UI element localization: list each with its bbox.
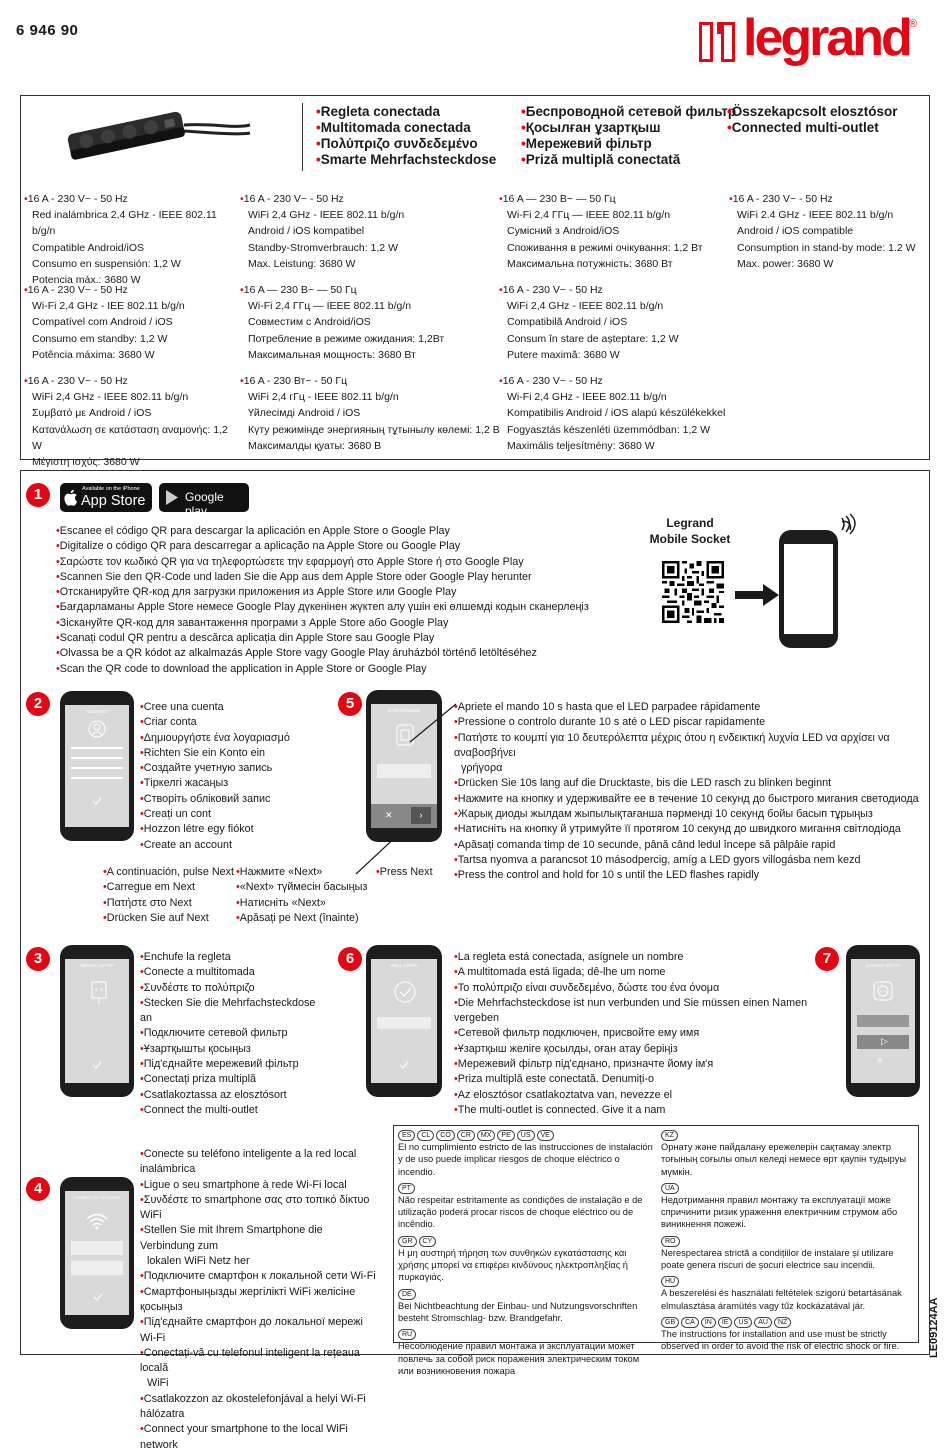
warning-kz bbox=[661, 1128, 913, 1178]
spec-line: Wi-Fi 2,4 GHz - IEEE 802.11 b/g/n bbox=[507, 391, 667, 404]
warning-text: Não respeitar estritamente as condições de instalação e de utilização poderá procar riscos de choque eléctrico ou de incêndio. bbox=[398, 1194, 643, 1230]
instruction-line: • Тіркелгі жасаңыз bbox=[140, 776, 310, 791]
lang-tag: IE bbox=[718, 1317, 733, 1328]
network-field[interactable] bbox=[71, 1241, 123, 1255]
spec-line: Consum în stare de așteptare: 1,2 W bbox=[507, 332, 679, 345]
form-line bbox=[71, 757, 123, 759]
instruction-line: lokalen WiFi Netz her bbox=[147, 1255, 250, 1268]
spec-line: Споживання в режимі очікування: 1,2 Вт bbox=[507, 241, 703, 254]
step-6-instructions bbox=[454, 950, 814, 1118]
check-icon bbox=[92, 797, 102, 805]
step-5-number: 5 bbox=[338, 692, 362, 716]
spec-line: • 16 A — 230 В~ — 50 Гц bbox=[240, 282, 500, 298]
spec-block-pt bbox=[24, 282, 234, 363]
spec-line: Compatível com Android / iOS bbox=[32, 316, 173, 329]
title-de: • Smarte Mehrfachsteckdose bbox=[316, 152, 496, 168]
spec-line: Күту режимінде энергияның тұтынылу көлемі: 1,2 В bbox=[248, 423, 500, 436]
warning-text: Bei Nichtbeachtung der Einbau- und Nutzungsvorschriften besteht Stromschlag- bzw. Brandgefahr. bbox=[398, 1300, 638, 1323]
spec-line: Putere maximă: 3680 W bbox=[507, 348, 620, 361]
instruction-line: • Συνδέστε το πολύπριζο bbox=[140, 981, 330, 996]
instruction-line: • Creați un cont bbox=[140, 807, 310, 822]
spec-line: Consumption in stand-by mode: 1.2 W bbox=[737, 241, 916, 254]
lang-tag: CY bbox=[419, 1236, 437, 1247]
lang-tags bbox=[398, 1128, 653, 1141]
phone-step-3 bbox=[60, 945, 134, 1097]
spec-block-gr bbox=[24, 373, 240, 470]
press-next-line: • Apăsați pe Next (înainte) bbox=[236, 911, 376, 926]
wifi-signal-icon bbox=[830, 512, 860, 542]
spec-line: Fogyasztás készenléti üzemmódban: 1,2 W bbox=[507, 423, 711, 436]
step-2-instructions bbox=[140, 700, 310, 853]
phone-step-7 bbox=[846, 945, 920, 1097]
title-es: • Regleta conectada bbox=[316, 104, 496, 120]
spec-block-de bbox=[240, 191, 500, 272]
form-line bbox=[71, 747, 123, 749]
spec-line: Συμβατό με Android / iOS bbox=[32, 407, 152, 420]
warning-hu bbox=[661, 1274, 913, 1312]
instruction-line: • Conecte su teléfono inteligente a la red local inalámbrica bbox=[140, 1147, 380, 1178]
app-store-small-text: Available on the iPhone bbox=[82, 486, 140, 492]
warning-en bbox=[661, 1315, 913, 1353]
phone-screen bbox=[65, 1191, 129, 1315]
screen-title: WELL DONE! bbox=[390, 963, 418, 968]
lang-tag: NZ bbox=[774, 1317, 791, 1328]
spec-line: Үйлесімді Android / iOS bbox=[248, 407, 361, 420]
lang-tag: CR bbox=[457, 1130, 475, 1141]
screen-footer bbox=[371, 804, 437, 828]
instruction-line: WiFi bbox=[147, 1377, 169, 1390]
spec-line: Μέγιστη ισχύς: 3680 W bbox=[32, 456, 140, 469]
spec-line: • 16 A - 230 V~ - 50 Hz bbox=[24, 282, 234, 298]
instruction-line: • Подключите смартфон к локальной сети Wi-Fi bbox=[140, 1269, 380, 1284]
title-ua: • Мережевий фільтр bbox=[521, 136, 736, 152]
instruction-line: • Stecken Sie die Mehrfachsteckdose an bbox=[140, 996, 330, 1027]
lang-tag: DE bbox=[398, 1289, 416, 1300]
phone-step-4 bbox=[60, 1177, 134, 1329]
step-7-number: 7 bbox=[815, 947, 839, 971]
lang-tags bbox=[661, 1181, 913, 1194]
instruction-line: • Criar conta bbox=[140, 715, 310, 730]
warning-text: A beszerelési és használati feltételek szigorú betartásának elmulasztása áramütés vagy tűz kockázatával jár. bbox=[661, 1288, 902, 1311]
instruction-line: • Зіскануйте QR-код для завантаження програми з Apple Store або Google Play bbox=[56, 616, 616, 631]
instruction-line: • Подключите сетевой фильтр bbox=[140, 1026, 330, 1041]
lang-tag: VE bbox=[537, 1130, 554, 1141]
spec-line: WiFi 2.4 GHz - IEEE 802.11 b/g/n bbox=[737, 209, 894, 222]
lang-tag: UA bbox=[661, 1183, 679, 1194]
instruction-line: • Drücken Sie 10s lang auf die Drucktaste, bis die LED rasch zu blinken beginnt bbox=[454, 776, 924, 791]
lang-tags bbox=[398, 1181, 653, 1194]
screen-title: DEVICE SETUP bbox=[80, 963, 114, 968]
title-ro: • Priză multiplă conectată bbox=[521, 152, 736, 168]
spec-block-ru bbox=[240, 282, 500, 363]
socket-icon bbox=[873, 981, 893, 1001]
instruction-line: • Die Mehrfachsteckdose ist nun verbunden und Sie müssen einen Namen vergeben bbox=[454, 996, 814, 1027]
instruction-line: • Escanee el código QR para descargar la aplicación en Apple Store o Google Play bbox=[56, 524, 616, 539]
warning-text: The instructions for installation and use must be strictly observed in order to avoid the risk of electric shock or fire. bbox=[661, 1328, 900, 1352]
spec-line: Consumo en suspensión: 1,2 W bbox=[32, 257, 181, 270]
instruction-line: • Scannen Sie den QR-Code und laden Sie die App aus dem Apple Store oder Google Play herunter bbox=[56, 570, 616, 585]
instruction-line: • Σαρώστε τον κωδικό QR για να τηλεφορτώσετε την εφαρμογή στο Apple Store ή στο Google Play bbox=[56, 555, 616, 570]
phone-screen bbox=[784, 544, 833, 634]
press-next-col1 bbox=[103, 865, 238, 926]
instruction-line: • Priza multiplă este conectată. Denumiți-o bbox=[454, 1072, 814, 1087]
screen-title: ACCOUNT bbox=[85, 709, 109, 714]
step-5-instructions bbox=[454, 700, 924, 884]
warning-ru bbox=[398, 1327, 653, 1377]
title-ru: • Беспроводной сетевой фильтр bbox=[521, 104, 736, 120]
spec-line: Android / iOS kompatibel bbox=[248, 225, 365, 238]
spec-line: Wi-Fi 2,4 ГГц — IEEE 802.11 b/g/n bbox=[507, 209, 671, 222]
title-gr: • Πολύπριζο συνδεδεμένο bbox=[316, 136, 496, 152]
instruction-line: • A multitomada está ligada; dê-lhe um nome bbox=[454, 965, 814, 980]
spec-line: • 16 A — 230 В~ — 50 Гц bbox=[499, 191, 729, 207]
check-icon bbox=[93, 1293, 103, 1301]
press-next-line: • Нажмите «Next» bbox=[236, 865, 376, 880]
form-line bbox=[71, 777, 123, 779]
instruction-line: • Натисніть на кнопку й утримуйте її протягом 10 секунд до швидкого мигання світлодіода bbox=[454, 822, 924, 837]
lang-tag: US bbox=[517, 1130, 535, 1141]
product-titles-col3 bbox=[727, 104, 898, 136]
warning-pt bbox=[398, 1181, 653, 1231]
spec-line: Standby-Stromverbrauch: 1,2 W bbox=[248, 241, 398, 254]
plug-icon bbox=[91, 981, 107, 1005]
instruction-line: • Δημιουργήστε ένα λογαριασμό bbox=[140, 731, 310, 746]
warnings-left bbox=[398, 1128, 653, 1380]
spec-line: • 16 A - 230 Вт~ - 50 Гц bbox=[240, 373, 500, 389]
instruction-line: • Pressione o controlo durante 10 s até o LED piscar rapidamente bbox=[454, 715, 924, 730]
instruction-line: • Connect your smartphone to the local WiFi network bbox=[140, 1422, 380, 1453]
instruction-line: • Enchufe la regleta bbox=[140, 950, 330, 965]
title-pt: • Multitomada conectada bbox=[316, 120, 496, 136]
warnings-right bbox=[661, 1128, 913, 1356]
press-next-line: • Drücken Sie auf Next bbox=[103, 911, 238, 926]
step-1-instructions bbox=[56, 524, 616, 677]
registered-mark: ® bbox=[909, 18, 918, 30]
spec-block-en bbox=[729, 191, 929, 272]
check-icon bbox=[92, 1061, 102, 1069]
lang-tags bbox=[398, 1234, 653, 1247]
spec-line: Compatibilă Android / iOS bbox=[507, 316, 628, 329]
instruction-line: • Сетевой фильтр подключен, присвойте ему имя bbox=[454, 1026, 814, 1041]
spec-block-hu bbox=[499, 373, 739, 454]
title-separator bbox=[302, 103, 303, 171]
spec-line: • 16 A - 230 V~ - 50 Hz bbox=[24, 373, 240, 389]
warning-es bbox=[398, 1128, 653, 1178]
press-next-line: • Натисніть «Next» bbox=[236, 896, 376, 911]
user-icon bbox=[88, 720, 106, 738]
app-store-badge[interactable] bbox=[60, 483, 152, 512]
legrand-logo bbox=[697, 9, 922, 76]
lang-tag: CO bbox=[436, 1130, 455, 1141]
lang-tags bbox=[661, 1315, 913, 1328]
instruction-line: • Digitalize o código QR para descarregar a aplicação na Apple Store ou Google Play bbox=[56, 539, 616, 554]
warning-text: Несоблюдение правил монтажа и эксплуатации может повлечь за собой риск поражения электрическим током или возникновения пожара bbox=[398, 1341, 640, 1376]
spec-line: WiFi 2,4 гГц - IEEE 802.11 b/g/n bbox=[248, 391, 399, 404]
press-next-line: • Carregue em Next bbox=[103, 880, 238, 895]
instruction-line: • Cree una cuenta bbox=[140, 700, 310, 715]
arrow-right-icon bbox=[735, 584, 779, 606]
instruction-line: • Створіть обліковий запис bbox=[140, 792, 310, 807]
google-play-label: Google play bbox=[185, 490, 224, 518]
spec-line: WiFi 2,4 GHz - IEEE 802.11 b/g/n bbox=[507, 300, 664, 313]
lang-tag: CL bbox=[417, 1130, 434, 1141]
instruction-line: • Ұзартқыш желіге қосылды, оған атау беріңіз bbox=[454, 1042, 814, 1057]
spec-line: Max. power: 3680 W bbox=[737, 257, 834, 270]
press-next-line: • A continuación, pulse Next bbox=[103, 865, 238, 880]
warning-gr bbox=[398, 1234, 653, 1284]
spec-line: Consumo em standby: 1,2 W bbox=[32, 332, 168, 345]
lang-tag: GB bbox=[661, 1317, 679, 1328]
spec-line: Potência máxima: 3680 W bbox=[32, 348, 155, 361]
spec-line: • 16 A - 230 V~ - 50 Hz bbox=[499, 282, 729, 298]
phone-step-2 bbox=[60, 691, 134, 841]
document-code: LE09124AA bbox=[928, 1297, 940, 1358]
warning-ro bbox=[661, 1234, 913, 1272]
instruction-line: • Conectați-vă cu telefonul inteligent la rețeaua locală bbox=[140, 1346, 380, 1377]
warning-text: Η μη αυστηρή τήρηση των συνθηκών εγκατάστασης και χρήσης μπορεί να επιφέρει κινδύνους ηλεκτροπληξίας ή πυρκαγιάς. bbox=[398, 1247, 628, 1283]
app-store-label: App Store bbox=[81, 493, 146, 509]
lang-tag: US bbox=[734, 1317, 752, 1328]
play-icon bbox=[165, 489, 179, 506]
instruction-line: • Richten Sie ein Konto ein bbox=[140, 746, 310, 761]
instruction-line: • Ligue o seu smartphone à rede Wi-Fi local bbox=[140, 1178, 380, 1193]
instruction-line: • Az elosztósor csatlakoztatva van, nevezze el bbox=[454, 1088, 814, 1103]
instruction-line: • Olvassa be a QR kódot az alkalmazás Apple Store vagy Google Play áruházból történő letöltéséhez bbox=[56, 646, 616, 661]
spec-line: Red inalámbrica 2,4 GHz - IEEE 802.11 b/g/n bbox=[32, 209, 217, 238]
spec-line: Max. Leistung: 3680 W bbox=[248, 257, 356, 270]
instruction-line: • Смартфоныңызды жергілікті WiFi желісіне қосыңыз bbox=[140, 1285, 380, 1316]
spec-line: • 16 A - 230 V~ - 50 Hz bbox=[499, 373, 739, 389]
spec-line: Совместим с Android/iOS bbox=[248, 316, 371, 329]
step-1-number: 1 bbox=[26, 483, 50, 507]
spec-line: WiFi 2,4 GHz - IEEE 802.11 b/g/n bbox=[32, 391, 189, 404]
instruction-line: • Під'єднайте смартфон до локальної мережі Wi-Fi bbox=[140, 1315, 380, 1346]
phone-screen bbox=[371, 959, 437, 1083]
lang-tags bbox=[661, 1234, 913, 1247]
instruction-line: • Apăsați comanda timp de 10 secunde, până când ledul începe să pâlpâie rapid bbox=[454, 838, 924, 853]
instruction-line: • The multi-outlet is connected. Give it a nam bbox=[454, 1103, 814, 1118]
instruction-line: • Під'єднайте мережевий фільтр bbox=[140, 1057, 330, 1072]
close-icon[interactable]: ✕ bbox=[385, 810, 393, 820]
spec-line: Maximális teljesítmény: 3680 W bbox=[507, 439, 655, 452]
warning-text: El no cumplimiento estricto de las instrucciones de instalación y de uso puede implicar riesgos de choque eléctrico o incendio. bbox=[398, 1142, 653, 1177]
spec-line: Potencia máx.: 3680 W bbox=[32, 274, 141, 287]
phone-screen bbox=[65, 705, 129, 827]
lang-tag: RU bbox=[398, 1329, 416, 1340]
product-titles-col1 bbox=[316, 104, 496, 168]
warning-de bbox=[398, 1287, 653, 1325]
step-2-number: 2 bbox=[26, 692, 50, 716]
lang-tag: KZ bbox=[661, 1130, 678, 1141]
app-name bbox=[640, 515, 740, 547]
lang-tag: MX bbox=[477, 1130, 496, 1141]
password-field[interactable] bbox=[71, 1261, 123, 1275]
instruction-line: • Create an account bbox=[140, 838, 310, 853]
lang-tags bbox=[661, 1128, 913, 1141]
lang-tag: IN bbox=[701, 1317, 716, 1328]
help-text-block bbox=[377, 764, 431, 778]
spec-line: Максимальна потужність: 3680 Вт bbox=[507, 257, 673, 270]
lang-tag: CA bbox=[681, 1317, 699, 1328]
screen-title: CONNECT TO NETWORK bbox=[73, 1195, 121, 1200]
check-circle-icon bbox=[394, 981, 416, 1003]
spec-line: Максималды қуаты: 3680 В bbox=[248, 439, 382, 452]
spec-line: Wi-Fi 2,4 GHz - IEE 802.11 b/g/n bbox=[32, 300, 185, 313]
lang-tags bbox=[398, 1327, 653, 1340]
apple-icon bbox=[65, 489, 79, 506]
reference-number: 6 946 90 bbox=[16, 22, 79, 39]
warning-text: Nerespectarea strictă a condițiilor de instalare și utilizare poate genera riscuri de șocuri electrice sau incendii. bbox=[661, 1247, 894, 1271]
lang-tag: RO bbox=[661, 1236, 680, 1247]
press-next-line: • Press Next bbox=[376, 865, 446, 880]
instruction-line: • Ұзартқышты қосыңыз bbox=[140, 1042, 330, 1057]
product-titles-col2 bbox=[521, 104, 736, 168]
instruction-line: • Hozzon létre egy fiókot bbox=[140, 822, 310, 837]
spec-line: Сумісний з Android/iOS bbox=[507, 225, 620, 238]
spec-line: Максимальная мощность: 3680 Вт bbox=[248, 348, 416, 361]
spec-line: Kompatibilis Android / iOS alapú készülékekkel bbox=[507, 407, 726, 420]
warning-text: Орнату және пайдалану ережелерін сақтамау электр тоғының соғылы опыл келеді немесе өрт қаупін тудыруы мүмкін. bbox=[661, 1142, 907, 1177]
spec-block-kz bbox=[240, 373, 500, 454]
instruction-line: • Csatlakozzon az okostelefonjával a helyi Wi-Fi hálózatra bbox=[140, 1392, 380, 1423]
instruction-line: • Apriete el mando 10 s hasta que el LED parpadee rápidamente bbox=[454, 700, 924, 715]
warning-text: Недотримання правил монтажу та експлуатації може спричинити ризик ураження електричним струмом або виникнення пожежі. bbox=[661, 1194, 898, 1230]
pointer-line bbox=[406, 700, 458, 746]
spec-block-es bbox=[24, 191, 234, 288]
instruction-line: • Conecte a multitomada bbox=[140, 965, 330, 980]
title-en: • Connected multi-outlet bbox=[727, 120, 898, 136]
spec-line: • 16 A - 230 V~ - 50 Hz bbox=[240, 191, 500, 207]
logo-wordmark: legrand bbox=[743, 9, 910, 67]
instruction-line: • La regleta está conectada, asígnele un nombre bbox=[454, 950, 814, 965]
qr-code-icon bbox=[662, 561, 724, 623]
form-line bbox=[71, 767, 123, 769]
spec-line: • 16 A - 230 V~ - 50 Hz bbox=[24, 191, 234, 207]
instruction-line: • Το πολύπριζο είναι συνδεδεμένο, δώστε του ένα όνομα bbox=[454, 981, 814, 996]
lang-tag: PT bbox=[398, 1183, 415, 1194]
screen-title: SOCKET SETUP bbox=[865, 963, 901, 968]
step-3-instructions bbox=[140, 950, 330, 1118]
instruction-line: • Tartsa nyomva a parancsot 10 másodpercig, amíg a LED gyors villogásba nem kezd bbox=[454, 853, 924, 868]
instruction-line: • Мережевий фільтр під'єднано, призначте йому ім'я bbox=[454, 1057, 814, 1072]
spec-line: Потребление в режиме ожидания: 1,2Вт bbox=[248, 332, 445, 345]
screen-title: SYNCHRONIZE bbox=[387, 708, 421, 713]
press-next-line: • Πατήστε στο Next bbox=[103, 896, 238, 911]
play-bar[interactable] bbox=[857, 1035, 909, 1049]
spec-line: WiFi 2,4 GHz - IEEE 802.11 b/g/n bbox=[248, 209, 405, 222]
play-icon[interactable]: ▷ bbox=[881, 1036, 888, 1046]
instruction-line: • Отсканируйте QR-код для загрузки приложения из Apple Store или Google Play bbox=[56, 585, 616, 600]
phone-step-6 bbox=[366, 945, 442, 1097]
title-kz: • Қосылған ұзартқыш bbox=[521, 120, 736, 136]
phone-screen bbox=[851, 959, 915, 1083]
spec-line: Κατανάλωση σε κατάσταση αναμονής: 1,2 W bbox=[32, 423, 228, 452]
warning-ua bbox=[661, 1181, 913, 1231]
app-name-line-1: Legrand bbox=[666, 516, 714, 530]
instruction-line: • Press the control and hold for 10 s until the LED flashes rapidly bbox=[454, 868, 924, 883]
lang-tag: AU bbox=[754, 1317, 772, 1328]
power-strip-image bbox=[64, 105, 254, 163]
phone-step-1 bbox=[779, 530, 838, 648]
step-4-number: 4 bbox=[26, 1177, 50, 1201]
lang-tag: ES bbox=[398, 1130, 415, 1141]
instruction-line: • Csatlakoztassa az elosztósort bbox=[140, 1088, 330, 1103]
lang-tags bbox=[661, 1274, 913, 1287]
instruction-line: • Stellen Sie mit Ihrem Smartphone die Verbindung zum bbox=[140, 1223, 380, 1254]
info-block bbox=[857, 1015, 909, 1027]
spec-block-ua bbox=[499, 191, 729, 272]
instruction-line: • Создайте учетную запись bbox=[140, 761, 310, 776]
instruction-line: • Πατήστε το κουμπί για 10 δευτερόλεπτα μέχρις ότου η ενδεικτική λυχνία LED να αρχίσει να αναβοσβήνει bbox=[454, 731, 924, 762]
instruction-line: • Connect the multi-outlet bbox=[140, 1103, 330, 1118]
spec-line: • 16 A - 230 V~ - 50 Hz bbox=[729, 191, 929, 207]
instruction-line: • Scan the QR code to download the application in Apple Store or Google Play bbox=[56, 662, 616, 677]
instruction-line: • Бағдарламаны Apple Store немесе Google Play дүкенінен жүктеп алу үшін екі өлшемді кодын сканерлеңіз bbox=[56, 600, 616, 615]
instruction-line: • Conectați priza multiplă bbox=[140, 1072, 330, 1087]
title-hu: • Összekapcsolt elosztósor bbox=[727, 104, 898, 120]
lang-tag: GR bbox=[398, 1236, 417, 1247]
legrand-logo-mark-icon bbox=[697, 20, 737, 64]
check-icon bbox=[399, 1061, 409, 1069]
phone-screen bbox=[65, 959, 129, 1083]
lang-tag: HU bbox=[661, 1276, 679, 1287]
spec-block-ro bbox=[499, 282, 729, 363]
instruction-line: • Жарық диоды жылдам жыпылықтағанша пәрменді 10 секунд бойы басып тұрыңыз bbox=[454, 807, 924, 822]
instruction-line: • Нажмите на кнопку и удерживайте ее в течение 10 секунд до быстрого мигания светодиода bbox=[454, 792, 924, 807]
spec-line: Wi-Fi 2,4 ГГц — IEEE 802.11 b/g/n bbox=[248, 300, 412, 313]
step-3-number: 3 bbox=[26, 947, 50, 971]
wifi-icon bbox=[85, 1213, 109, 1231]
lang-tag: PE bbox=[497, 1130, 514, 1141]
instruction-line: • Scanați codul QR pentru a descărca aplicația din Apple Store sau Google Play bbox=[56, 631, 616, 646]
app-name-line-2: Mobile Socket bbox=[649, 532, 731, 546]
spec-line: Compatible Android/iOS bbox=[32, 241, 145, 254]
step-4-instructions bbox=[140, 1147, 380, 1453]
google-play-badge[interactable] bbox=[159, 483, 249, 518]
forward-icon[interactable]: » bbox=[877, 1055, 883, 1066]
instruction-line: • Συνδέστε το smartphone σας στο τοπικό δίκτυο WiFi bbox=[140, 1193, 380, 1224]
next-arrow-icon[interactable]: › bbox=[411, 807, 431, 824]
lang-tags bbox=[398, 1287, 653, 1300]
instruction-line: γρήγορα bbox=[461, 762, 503, 775]
step-6-number: 6 bbox=[338, 947, 362, 971]
spec-line: Android / iOS compatible bbox=[737, 225, 854, 238]
press-next-line: • «Next» түймесін басыңыз bbox=[236, 880, 376, 895]
name-field[interactable] bbox=[377, 1017, 431, 1029]
